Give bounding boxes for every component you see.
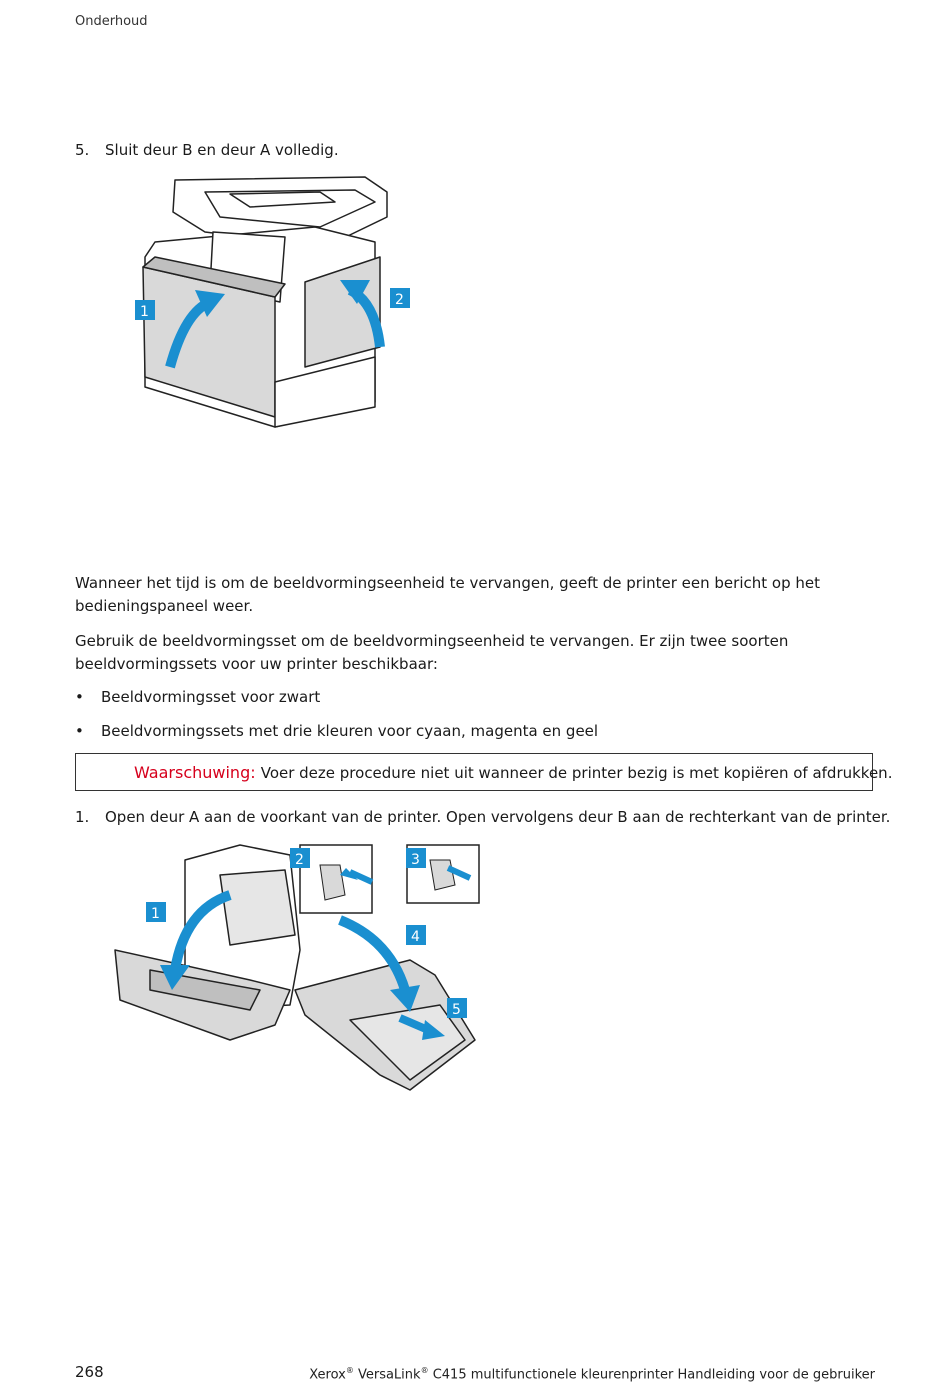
intro-paragraph-1: Wanneer het tijd is om de beeldvormingseenheid te vervangen, geeft de printer een bericht op het bedieningspaneel weer. <box>75 574 820 615</box>
callout-4: 4 <box>411 929 420 945</box>
footer-title <box>309 1366 875 1382</box>
bullet-text: Beeldvormingssets met drie kleuren voor cyaan, magenta en geel <box>101 722 599 740</box>
bullet-item <box>75 687 320 707</box>
running-header: Onderhoud <box>75 14 148 29</box>
intro-paragraph-2: Gebruik de beeldvormingsset om de beeldvormingseenheid te vervangen. Er zijn twee soorten beeldvormingssets voor uw printer beschikbaar: <box>75 632 789 673</box>
bullet-item <box>75 721 598 741</box>
warning-box <box>75 753 893 791</box>
step-text: Open deur A aan de voorkant van de printer. Open vervolgens deur B aan de rechterkant van de printer. <box>105 808 891 826</box>
step-number: 5. <box>75 141 90 159</box>
callout-3: 3 <box>411 852 420 868</box>
bullet-text: Beeldvormingsset voor zwart <box>101 688 321 706</box>
bullet-dot: • <box>75 722 84 740</box>
callout-1: 1 <box>140 304 149 320</box>
manual-title: C415 multifunctionele kleurenprinter Handleiding voor de gebruiker <box>432 1367 875 1383</box>
step-number: 1. <box>75 808 90 826</box>
warning-text: Voer deze procedure niet uit wanneer de printer bezig is met kopiëren of afdrukken. <box>260 764 893 782</box>
callout-1: 1 <box>151 906 160 922</box>
callout-2: 2 <box>395 292 404 308</box>
printer-open-doors-illustration <box>110 840 490 1098</box>
callout-2: 2 <box>295 852 304 868</box>
step-text: Sluit deur B en deur A volledig. <box>105 141 339 159</box>
step-5 <box>75 140 339 160</box>
printer-close-doors-illustration <box>135 172 420 432</box>
brand-name: Xerox <box>309 1367 346 1383</box>
callout-5: 5 <box>452 1002 461 1018</box>
warning-label: Waarschuwing: <box>134 763 256 782</box>
product-name: VersaLink <box>357 1367 421 1383</box>
page-number: 268 <box>75 1363 104 1381</box>
bullet-dot: • <box>75 688 84 706</box>
registered-mark: ® <box>420 1366 429 1375</box>
registered-mark: ® <box>345 1366 354 1375</box>
step-1 <box>75 807 890 827</box>
warning-line <box>134 763 892 782</box>
